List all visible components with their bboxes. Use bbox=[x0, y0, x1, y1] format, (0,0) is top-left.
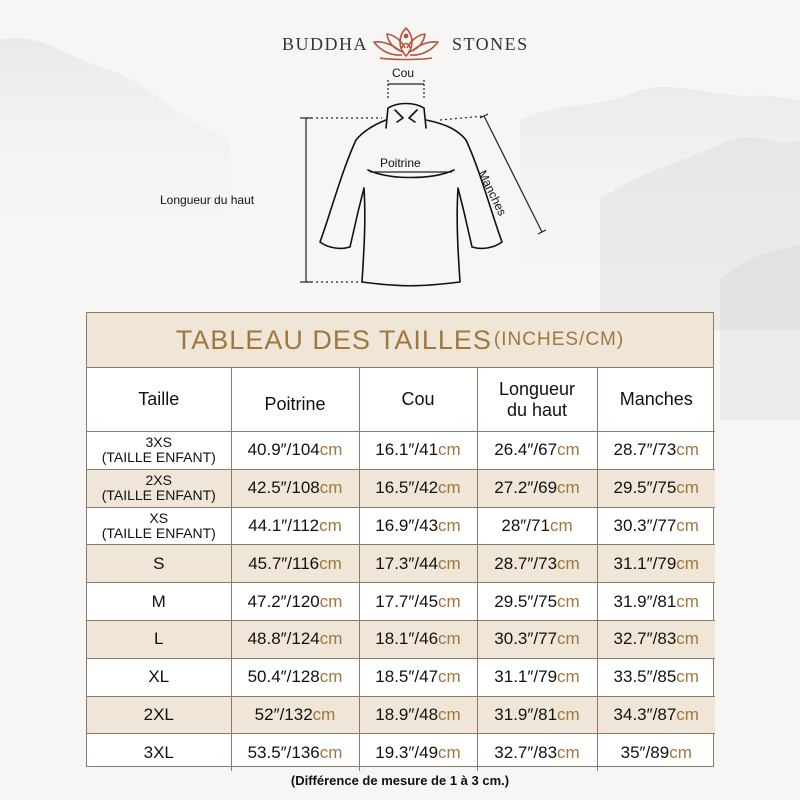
sleeve-value-cell bbox=[597, 432, 715, 470]
size-cell bbox=[87, 545, 231, 583]
length-value-cell bbox=[477, 734, 597, 771]
table-row bbox=[87, 545, 715, 583]
neck-value-cell bbox=[359, 734, 477, 771]
table-row bbox=[87, 734, 715, 771]
size-cell bbox=[87, 432, 231, 470]
size-cell bbox=[87, 658, 231, 696]
unit-label: cm bbox=[438, 742, 461, 762]
length-measure-line bbox=[300, 118, 382, 282]
table-row bbox=[87, 696, 715, 734]
size-label: S bbox=[153, 553, 165, 573]
length-value: 32.7″/83 bbox=[494, 742, 558, 762]
unit-label: cm bbox=[557, 667, 580, 687]
table-row bbox=[87, 583, 715, 621]
sleeve-value-cell bbox=[597, 545, 715, 583]
chest-value: 53.5″/136 bbox=[247, 742, 320, 762]
neck-value: 19.3″/49 bbox=[375, 742, 439, 762]
unit-label: cm bbox=[312, 704, 336, 724]
sleeve-value-cell bbox=[597, 734, 715, 771]
length-label: Longueur du haut bbox=[160, 193, 255, 207]
column-header-chest: Poitrine bbox=[231, 368, 359, 432]
unit-label: cm bbox=[676, 629, 699, 649]
neck-value-cell bbox=[359, 545, 477, 583]
unit-label: cm bbox=[676, 553, 699, 573]
unit-label: cm bbox=[319, 515, 342, 535]
size-label: XS bbox=[149, 509, 169, 526]
size-note: (TAILLE ENFANT) bbox=[101, 449, 216, 466]
size-cell bbox=[87, 734, 231, 771]
column-header-sleeve: Manches bbox=[597, 368, 715, 432]
length-value-cell bbox=[477, 620, 597, 658]
table-row bbox=[87, 658, 715, 696]
unit-label: cm bbox=[557, 478, 580, 498]
chest-value: 50.4″/128 bbox=[247, 667, 320, 687]
unit-label: cm bbox=[319, 440, 343, 460]
chest-value: 47.2″/120 bbox=[247, 591, 320, 611]
unit-label: cm bbox=[438, 591, 461, 611]
unit-label: cm bbox=[557, 591, 580, 611]
chest-value-cell bbox=[231, 620, 359, 658]
sleeve-value-cell bbox=[597, 469, 715, 507]
unit-label: cm bbox=[438, 553, 461, 573]
chest-value-cell bbox=[231, 658, 359, 696]
neck-value-cell bbox=[359, 469, 477, 507]
size-cell bbox=[87, 620, 231, 658]
neck-measure-line bbox=[388, 80, 424, 100]
neck-value: 16.5″/42 bbox=[375, 478, 439, 498]
column-header-length: Longueur du haut bbox=[477, 368, 597, 432]
size-label: XL bbox=[148, 667, 170, 687]
column-header-neck: Cou bbox=[359, 368, 477, 432]
size-label: 2XS bbox=[145, 472, 172, 489]
column-header-size: Taille bbox=[87, 368, 231, 432]
length-value-cell bbox=[477, 507, 597, 545]
chest-value-cell bbox=[231, 432, 359, 470]
sleeve-value: 35″/89 bbox=[620, 742, 670, 762]
neck-value-cell bbox=[359, 620, 477, 658]
neck-value-cell bbox=[359, 432, 477, 470]
length-value: 29.5″/75 bbox=[494, 591, 558, 611]
sleeve-value: 32.7″/83 bbox=[613, 629, 677, 649]
chest-value: 48.8″/124 bbox=[247, 629, 320, 649]
sleeve-value-cell bbox=[597, 507, 715, 545]
chest-value-cell bbox=[231, 507, 359, 545]
unit-label: cm bbox=[557, 440, 580, 460]
brand-name-left: BUDDHA bbox=[281, 34, 368, 54]
top-outline bbox=[320, 104, 502, 286]
length-value: 28.7″/73 bbox=[494, 553, 558, 573]
size-note: (TAILLE ENFANT) bbox=[101, 487, 216, 504]
sleeve-value: 30.3″/77 bbox=[613, 515, 677, 535]
length-value: 28″/71 bbox=[501, 515, 550, 535]
unit-label: cm bbox=[319, 629, 343, 649]
chest-label: Poitrine bbox=[380, 156, 421, 170]
length-value: 30.3″/77 bbox=[494, 629, 558, 649]
neck-value: 18.1″/46 bbox=[375, 629, 439, 649]
unit-label: cm bbox=[676, 704, 699, 724]
sleeve-value: 33.5″/85 bbox=[613, 667, 677, 687]
unit-label: cm bbox=[669, 742, 692, 762]
table-title: TABLEAU DES TAILLES bbox=[175, 324, 492, 355]
sleeve-value: 31.1″/79 bbox=[613, 553, 677, 573]
neck-value-cell bbox=[359, 583, 477, 621]
unit-label: cm bbox=[438, 478, 461, 498]
size-cell bbox=[87, 583, 231, 621]
unit-label: cm bbox=[438, 515, 461, 535]
length-value-cell bbox=[477, 583, 597, 621]
sleeve-value-cell bbox=[597, 620, 715, 658]
sleeve-value: 29.5″/75 bbox=[613, 478, 677, 498]
sleeve-value-cell bbox=[597, 658, 715, 696]
length-value-cell bbox=[477, 545, 597, 583]
unit-label: cm bbox=[438, 629, 461, 649]
unit-label: cm bbox=[319, 667, 343, 687]
length-value-cell bbox=[477, 432, 597, 470]
unit-label: cm bbox=[438, 704, 461, 724]
sleeve-value: 31.9″/81 bbox=[613, 591, 677, 611]
size-label: M bbox=[151, 591, 166, 611]
sleeve-label: Manches bbox=[475, 168, 510, 218]
chest-value-cell bbox=[231, 696, 359, 734]
size-label: 2XL bbox=[143, 704, 174, 724]
length-value: 26.4″/67 bbox=[494, 440, 558, 460]
chest-value-cell bbox=[231, 734, 359, 771]
table-row bbox=[87, 620, 715, 658]
unit-label: cm bbox=[676, 478, 699, 498]
garment-diagram bbox=[0, 0, 800, 300]
chest-value-cell bbox=[231, 583, 359, 621]
unit-label: cm bbox=[438, 667, 461, 687]
unit-label: cm bbox=[676, 591, 699, 611]
chest-value: 44.1″/112 bbox=[248, 515, 320, 535]
size-cell bbox=[87, 469, 231, 507]
size-label: 3XL bbox=[143, 742, 174, 762]
sleeve-value: 34.3″/87 bbox=[613, 704, 677, 724]
table-header-row bbox=[87, 368, 715, 432]
size-cell bbox=[87, 696, 231, 734]
sleeve-value-cell bbox=[597, 583, 715, 621]
unit-label: cm bbox=[549, 515, 573, 535]
chest-value: 42.5″/108 bbox=[247, 478, 320, 498]
sleeve-value: 28.7″/73 bbox=[613, 440, 677, 460]
length-value-cell bbox=[477, 658, 597, 696]
table-title-band bbox=[87, 313, 713, 368]
size-table-grid bbox=[87, 368, 715, 771]
neck-value: 18.9″/48 bbox=[375, 704, 439, 724]
length-value: 27.2″/69 bbox=[494, 478, 558, 498]
chest-value: 45.7″/116 bbox=[248, 553, 320, 573]
size-chart-table bbox=[86, 312, 714, 767]
table-row bbox=[87, 432, 715, 470]
unit-label: cm bbox=[676, 667, 699, 687]
neck-value: 17.3″/44 bbox=[375, 553, 439, 573]
chest-value: 52″/132 bbox=[254, 704, 313, 724]
unit-label: cm bbox=[438, 440, 461, 460]
neck-value-cell bbox=[359, 507, 477, 545]
unit-label: cm bbox=[676, 440, 699, 460]
neck-label: Cou bbox=[392, 66, 415, 80]
size-label: L bbox=[154, 629, 164, 649]
unit-label: cm bbox=[319, 553, 342, 573]
unit-label: cm bbox=[557, 629, 580, 649]
table-title-units: (INCHES/CM) bbox=[493, 329, 625, 350]
table-row bbox=[87, 469, 715, 507]
brand-name-right: STONES bbox=[452, 34, 529, 54]
sleeve-value-cell bbox=[597, 696, 715, 734]
unit-label: cm bbox=[557, 553, 580, 573]
neck-value: 17.7″/45 bbox=[375, 591, 439, 611]
size-cell bbox=[87, 507, 231, 545]
neck-value-cell bbox=[359, 696, 477, 734]
size-label: 3XS bbox=[145, 434, 172, 451]
unit-label: cm bbox=[557, 742, 580, 762]
unit-label: cm bbox=[557, 704, 580, 724]
length-value: 31.9″/81 bbox=[494, 704, 558, 724]
length-value-cell bbox=[477, 469, 597, 507]
length-value-cell bbox=[477, 696, 597, 734]
unit-label: cm bbox=[676, 515, 699, 535]
chest-value-cell bbox=[231, 469, 359, 507]
unit-label: cm bbox=[319, 591, 343, 611]
unit-label: cm bbox=[319, 742, 343, 762]
size-note: (TAILLE ENFANT) bbox=[101, 524, 216, 541]
length-value: 31.1″/79 bbox=[494, 667, 558, 687]
measurement-note: (Différence de mesure de 1 à 3 cm.) bbox=[290, 773, 510, 788]
chest-value-cell bbox=[231, 545, 359, 583]
table-row bbox=[87, 507, 715, 545]
neck-value-cell bbox=[359, 658, 477, 696]
chest-value: 40.9″/104 bbox=[247, 440, 320, 460]
unit-label: cm bbox=[319, 478, 343, 498]
neck-value: 16.9″/43 bbox=[375, 515, 439, 535]
neck-value: 18.5″/47 bbox=[375, 667, 439, 687]
neck-value: 16.1″/41 bbox=[375, 440, 439, 460]
